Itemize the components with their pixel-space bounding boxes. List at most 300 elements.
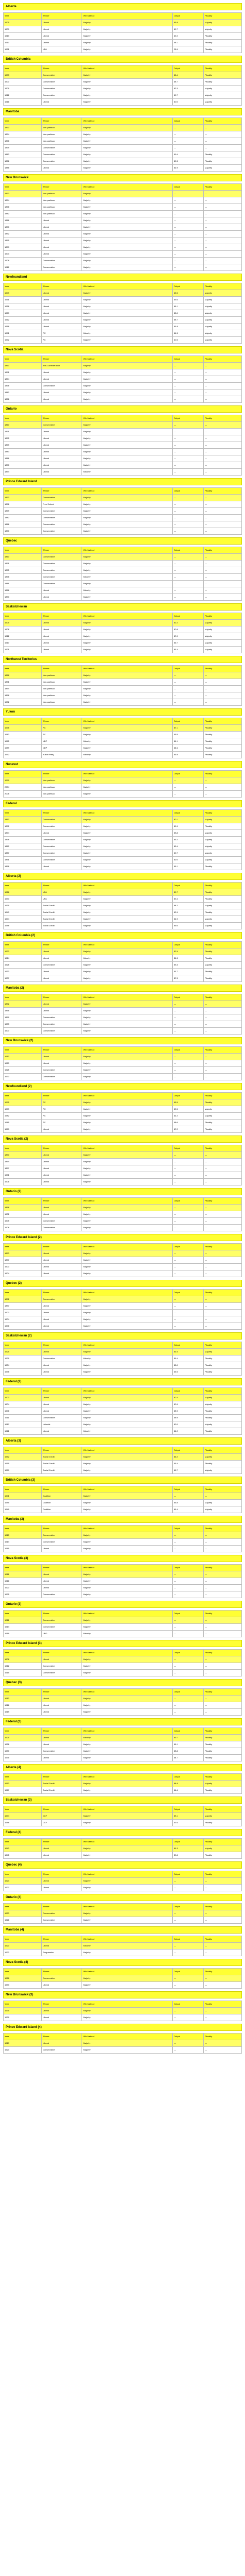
table-cell: 49.9 [173, 823, 204, 830]
table-cell: Plurality [204, 1355, 242, 1362]
table-cell: Conservative [41, 508, 82, 515]
column-header: Winner [41, 184, 82, 191]
table-cell: 1917 [4, 1421, 42, 1428]
table-cell: UFA [41, 896, 82, 903]
table-cell: 1882 [4, 515, 42, 521]
table-row [4, 725, 242, 732]
column-header: Output [173, 942, 204, 948]
column-header: Winner [41, 2001, 82, 2008]
table-cell: 1899 [4, 1014, 42, 1021]
table-row [4, 1218, 242, 1225]
table-row [4, 131, 242, 138]
table-cell: Majority [82, 317, 173, 324]
table-cell: — [204, 1008, 242, 1014]
table-cell: Liberal [41, 1205, 82, 1211]
table-cell: — [173, 1250, 204, 1257]
table-header-row [4, 415, 242, 422]
table-cell: — [173, 1585, 204, 1591]
table-cell: 50.9 [173, 1401, 204, 1408]
column-header: Output [173, 718, 204, 725]
table-cell: 1985 [4, 738, 42, 745]
table-cell: Majority [82, 863, 173, 870]
table-cell: Majority [82, 1369, 173, 1376]
table-cell: Liberal [41, 1008, 82, 1014]
table-cell: 65.5 [173, 290, 204, 297]
table-cell: Plurality [204, 46, 242, 53]
table-row [4, 1159, 242, 1165]
table-row [4, 909, 242, 916]
table-row [4, 784, 242, 791]
column-header: Output [173, 1806, 204, 1813]
table-cell: — [204, 145, 242, 151]
results-table [3, 1092, 242, 1133]
table-cell: Majority [204, 1506, 242, 1513]
table-cell: Liberal [41, 1054, 82, 1060]
table-cell: 1912 [4, 633, 42, 640]
table-cell: Majority [82, 2047, 173, 2054]
column-header: Output [173, 810, 204, 817]
table-cell: Coalition [41, 1493, 82, 1500]
table-cell: 1934 [4, 1362, 42, 1369]
table-cell: Plurality [204, 1120, 242, 1126]
region-section [3, 274, 242, 344]
table-cell: Majority [82, 422, 173, 429]
section-title: Quebec (2) [3, 1280, 242, 1287]
table-cell: 1901 [4, 1172, 42, 1179]
table-cell: Majority [82, 231, 173, 238]
table-cell: Plurality [204, 158, 242, 165]
table-cell: Non-partisan [41, 699, 82, 706]
section-title: Quebec [3, 537, 242, 545]
table-row [4, 317, 242, 324]
table-header-row [4, 1871, 242, 1878]
table-cell: Majority [204, 26, 242, 33]
section-title: British Columbia (3) [3, 1477, 242, 1484]
table-row [4, 290, 242, 297]
column-header: Winner [41, 1904, 82, 1910]
column-header: Winner [41, 1486, 82, 1493]
table-row [4, 1355, 242, 1362]
region-section [3, 1797, 242, 1826]
region-section [3, 537, 242, 601]
region-section [3, 873, 242, 929]
table-cell: Majority [82, 640, 173, 647]
table-cell: — [173, 197, 204, 204]
table-cell: Liberal [41, 1179, 82, 1185]
table-cell: — [204, 1028, 242, 1035]
table-cell: — [173, 594, 204, 601]
table-cell: — [173, 1021, 204, 1028]
table-cell: 1878 [4, 204, 42, 211]
table-row [4, 1813, 242, 1820]
table-cell: Non-partisan [41, 204, 82, 211]
table-cell: Majority [204, 640, 242, 647]
table-cell: — [173, 692, 204, 699]
table-cell: — [173, 1001, 204, 1008]
table-cell: 1930 [4, 1074, 42, 1080]
table-cell: Majority [82, 2014, 173, 2021]
table-cell: Plurality [204, 896, 242, 903]
table-cell: 1926 [4, 1741, 42, 1748]
table-cell: 1871 [4, 429, 42, 435]
table-cell: 1914 [4, 1539, 42, 1546]
table-row [4, 1591, 242, 1598]
table-cell: Liberal [41, 303, 82, 310]
table-cell: — [204, 1225, 242, 1231]
table-cell: 1938 [4, 1369, 42, 1376]
table-cell: Liberal [41, 1401, 82, 1408]
table-cell: Liberal [41, 1165, 82, 1172]
table-row [4, 1028, 242, 1035]
table-cell: 37.3 [173, 975, 204, 982]
column-header: Year [4, 1198, 42, 1205]
table-cell: 1955 [4, 1461, 42, 1467]
table-cell: 1959 [4, 1467, 42, 1474]
table-row [4, 561, 242, 567]
results-table [3, 12, 242, 53]
region-section [3, 932, 242, 982]
table-cell: — [204, 396, 242, 403]
table-row [4, 1054, 242, 1060]
table-cell: 1948 [4, 923, 42, 929]
region-section [3, 1894, 242, 1924]
table-cell: Majority [82, 251, 173, 258]
table-cell: Liberal [41, 1323, 82, 1330]
table-cell: 2008 [4, 791, 42, 798]
table-cell: 39.4 [173, 896, 204, 903]
table-cell: Liberal [41, 1211, 82, 1218]
table-cell: Liberal [41, 620, 82, 626]
table-cell: 63.6 [173, 297, 204, 303]
column-header: Plurality [204, 488, 242, 495]
table-cell: 39.7 [173, 889, 204, 896]
column-header: Winner [41, 118, 82, 125]
table-cell: Unionist [41, 1421, 82, 1428]
table-cell: Majority [82, 1001, 173, 1008]
table-cell: — [173, 1205, 204, 1211]
column-header: Year [4, 1689, 42, 1696]
column-header: Output [173, 883, 204, 889]
table-cell: Conservative [41, 1028, 82, 1035]
table-cell: Majority [82, 1982, 173, 1989]
table-cell: — [204, 449, 242, 455]
region-section [3, 108, 242, 172]
table-cell: Liberal [41, 647, 82, 653]
table-cell: — [173, 1296, 204, 1303]
table-cell: 1985 [4, 1120, 42, 1126]
table-row [4, 1506, 242, 1513]
column-header: Year [4, 1290, 42, 1296]
table-row [4, 857, 242, 863]
section-title: New Brunswick [3, 174, 242, 181]
column-header: Win Method [82, 718, 173, 725]
column-header: Winner [41, 415, 82, 422]
table-cell: Majority [82, 1950, 173, 1956]
table-cell: 1979 [4, 1106, 42, 1113]
table-cell: — [204, 462, 242, 469]
table-cell: — [173, 791, 204, 798]
column-header: Plurality [204, 810, 242, 817]
table-cell: 1900 [4, 1395, 42, 1401]
table-cell: — [173, 508, 204, 515]
table-cell: Majority [82, 1060, 173, 1067]
table-cell: Plurality [204, 823, 242, 830]
table-cell: — [204, 1021, 242, 1028]
table-cell: 1939 [4, 2014, 42, 2021]
table-cell: 1919 [4, 1709, 42, 1716]
table-cell: 1935 [4, 1755, 42, 1761]
table-cell: — [204, 1323, 242, 1330]
table-row [4, 1663, 242, 1670]
column-header: Year [4, 1093, 42, 1099]
table-cell: Majority [82, 1748, 173, 1755]
table-cell: 1921 [4, 647, 42, 653]
table-cell: Liberal [41, 1845, 82, 1852]
table-cell: Majority [82, 554, 173, 561]
section-title: Federal (2) [3, 1378, 242, 1385]
column-header: Win Method [82, 1145, 173, 1152]
table-row [4, 647, 242, 653]
table-cell: Majority [82, 1211, 173, 1218]
table-cell: — [173, 1323, 204, 1330]
table-row [4, 1878, 242, 1885]
table-cell: Non-partisan [41, 791, 82, 798]
table-cell: 1920 [4, 1943, 42, 1950]
table-cell: Liberal [41, 99, 82, 106]
table-header-row [4, 488, 242, 495]
table-cell: PC [41, 725, 82, 732]
table-cell: 1949 [4, 1506, 42, 1513]
table-cell: Plurality [204, 1852, 242, 1859]
table-row [4, 1709, 242, 1716]
table-cell: Majority [204, 857, 242, 863]
table-cell: 46.4 [173, 1461, 204, 1467]
table-cell: Majority [82, 672, 173, 679]
table-cell: — [173, 1014, 204, 1021]
table-cell: 59.7 [173, 92, 204, 99]
table-row [4, 1060, 242, 1067]
table-cell: — [173, 462, 204, 469]
table-header-row [4, 547, 242, 554]
column-header: Plurality [204, 718, 242, 725]
column-header: Win Method [82, 1198, 173, 1205]
table-cell: 58.0 [173, 310, 204, 317]
column-header: Plurality [204, 1447, 242, 1454]
table-cell: 1874 [4, 376, 42, 383]
column-header: Year [4, 883, 42, 889]
table-header-row [4, 1904, 242, 1910]
table-row [4, 1578, 242, 1585]
table-row [4, 1670, 242, 1676]
table-cell: Majority [82, 1493, 173, 1500]
table-cell: Liberal [41, 1362, 82, 1369]
table-cell: 48.6 [173, 1120, 204, 1126]
table-cell: Majority [82, 1074, 173, 1080]
table-cell: Majority [204, 633, 242, 640]
region-section [3, 56, 242, 106]
table-cell: 51.4 [173, 647, 204, 653]
section-title: Newfoundland (2) [3, 1083, 242, 1090]
table-cell: 50.8 [173, 626, 204, 633]
table-cell: Majority [82, 594, 173, 601]
table-cell: — [204, 383, 242, 389]
table-cell: Liberal [41, 1696, 82, 1702]
table-cell: — [173, 1709, 204, 1716]
table-cell: — [173, 699, 204, 706]
table-cell: Majority [82, 1820, 173, 1826]
column-header: Winner [41, 810, 82, 817]
table-cell: — [204, 191, 242, 197]
table-cell: — [204, 554, 242, 561]
table-cell: 1890 [4, 528, 42, 535]
table-row [4, 1975, 242, 1982]
table-cell: Majority [82, 1755, 173, 1761]
table-cell: 1907 [4, 1028, 42, 1035]
table-row [4, 310, 242, 317]
table-header-row [4, 1198, 242, 1205]
region-section [3, 1477, 242, 1513]
table-cell: Liberal [41, 1571, 82, 1578]
table-cell: Liberal [41, 2040, 82, 2047]
table-cell: — [173, 455, 204, 462]
table-cell: Majority [204, 290, 242, 297]
table-cell: Liberal [41, 2014, 82, 2021]
table-cell: 1873 [4, 495, 42, 501]
region-section [3, 1718, 242, 1761]
table-cell: 1878 [4, 837, 42, 843]
table-cell: Plurality [204, 1820, 242, 1826]
table-cell: 1935 [4, 2008, 42, 2014]
table-cell: Social Credit [41, 1467, 82, 1474]
table-cell: Conservative [41, 515, 82, 521]
table-header-row [4, 1774, 242, 1781]
table-cell: 45.5 [173, 1369, 204, 1376]
table-cell: — [173, 469, 204, 476]
table-cell: 47.6 [173, 1820, 204, 1826]
table-cell: Majority [82, 679, 173, 686]
table-cell: Majority [82, 1506, 173, 1513]
table-cell: Liberal [41, 1349, 82, 1355]
table-cell: Majority [82, 923, 173, 929]
column-header: Plurality [204, 65, 242, 72]
table-cell: Majority [82, 244, 173, 251]
table-cell: 31.3 [173, 955, 204, 962]
table-cell: Majority [82, 290, 173, 297]
table-cell: Minority [82, 1428, 173, 1435]
table-cell: Conservative [41, 857, 82, 863]
table-cell: 1912 [4, 1663, 42, 1670]
results-table [3, 1727, 242, 1761]
table-cell: 1905 [4, 20, 42, 26]
table-cell: Liberal [41, 1257, 82, 1264]
table-cell: — [204, 217, 242, 224]
table-cell: — [204, 1943, 242, 1950]
table-cell: 55.6 [173, 923, 204, 929]
table-cell: — [173, 1878, 204, 1885]
section-title: Ontario [3, 405, 242, 413]
table-cell: 54.2 [173, 903, 204, 909]
table-row [4, 1820, 242, 1826]
table-row [4, 244, 242, 251]
column-header: Year [4, 283, 42, 290]
table-cell: Majority [82, 462, 173, 469]
table-cell: Majority [82, 1670, 173, 1676]
table-row [4, 1316, 242, 1323]
table-cell: — [173, 1910, 204, 1917]
column-header: Win Method [82, 1611, 173, 1617]
table-cell: Majority [204, 1421, 242, 1428]
table-cell: — [173, 204, 204, 211]
table-cell: 1912 [4, 264, 42, 271]
table-cell: Liberal [41, 1878, 82, 1885]
table-cell: Majority [82, 1099, 173, 1106]
table-cell: 36.4 [173, 1355, 204, 1362]
table-row [4, 1270, 242, 1277]
table-cell: Majority [82, 1467, 173, 1474]
table-cell: — [173, 1074, 204, 1080]
table-cell: Majority [82, 1120, 173, 1126]
results-table [3, 1610, 242, 1637]
table-cell: Liberal [41, 1264, 82, 1270]
table-row [4, 1493, 242, 1500]
table-cell: PC [41, 337, 82, 344]
table-cell: 44.7 [173, 1755, 204, 1761]
table-cell: Majority [82, 92, 173, 99]
table-cell: Liberal [41, 251, 82, 258]
table-cell: — [204, 594, 242, 601]
table-cell: Plurality [204, 1369, 242, 1376]
column-header: Plurality [204, 356, 242, 363]
table-cell: Majority [82, 1165, 173, 1172]
table-row [4, 1401, 242, 1408]
table-cell: Majority [82, 916, 173, 923]
table-cell: — [173, 251, 204, 258]
table-cell: 1886 [4, 455, 42, 462]
results-table [3, 665, 242, 706]
column-header: Year [4, 1806, 42, 1813]
table-cell: 1992 [4, 752, 42, 758]
column-header: Plurality [204, 415, 242, 422]
table-cell: — [173, 574, 204, 581]
table-header-row [4, 1969, 242, 1975]
table-cell: Majority [82, 297, 173, 303]
table-cell: Majority [82, 442, 173, 449]
column-header: Output [173, 1093, 204, 1099]
table-cell: 1921 [4, 1428, 42, 1435]
column-header: Year [4, 1904, 42, 1910]
column-header: Win Method [82, 613, 173, 620]
table-cell: Plurality [204, 955, 242, 962]
table-cell: 1929 [4, 1355, 42, 1362]
column-header: Year [4, 2033, 42, 2040]
table-row [4, 92, 242, 99]
table-cell: Majority [82, 567, 173, 574]
table-cell: — [173, 1917, 204, 1924]
table-cell: Liberal [41, 1755, 82, 1761]
results-table [3, 770, 242, 798]
table-cell: Conservative [41, 1296, 82, 1303]
table-row [4, 1264, 242, 1270]
table-cell: 1898 [4, 692, 42, 699]
table-cell: Majority [82, 725, 173, 732]
table-cell: 1930 [4, 896, 42, 903]
table-cell: Non-partisan [41, 197, 82, 204]
table-row [4, 422, 242, 429]
table-cell: Liberal [41, 948, 82, 955]
table-cell: — [173, 231, 204, 238]
table-cell: — [204, 251, 242, 258]
table-cell: Plurality [204, 1362, 242, 1369]
